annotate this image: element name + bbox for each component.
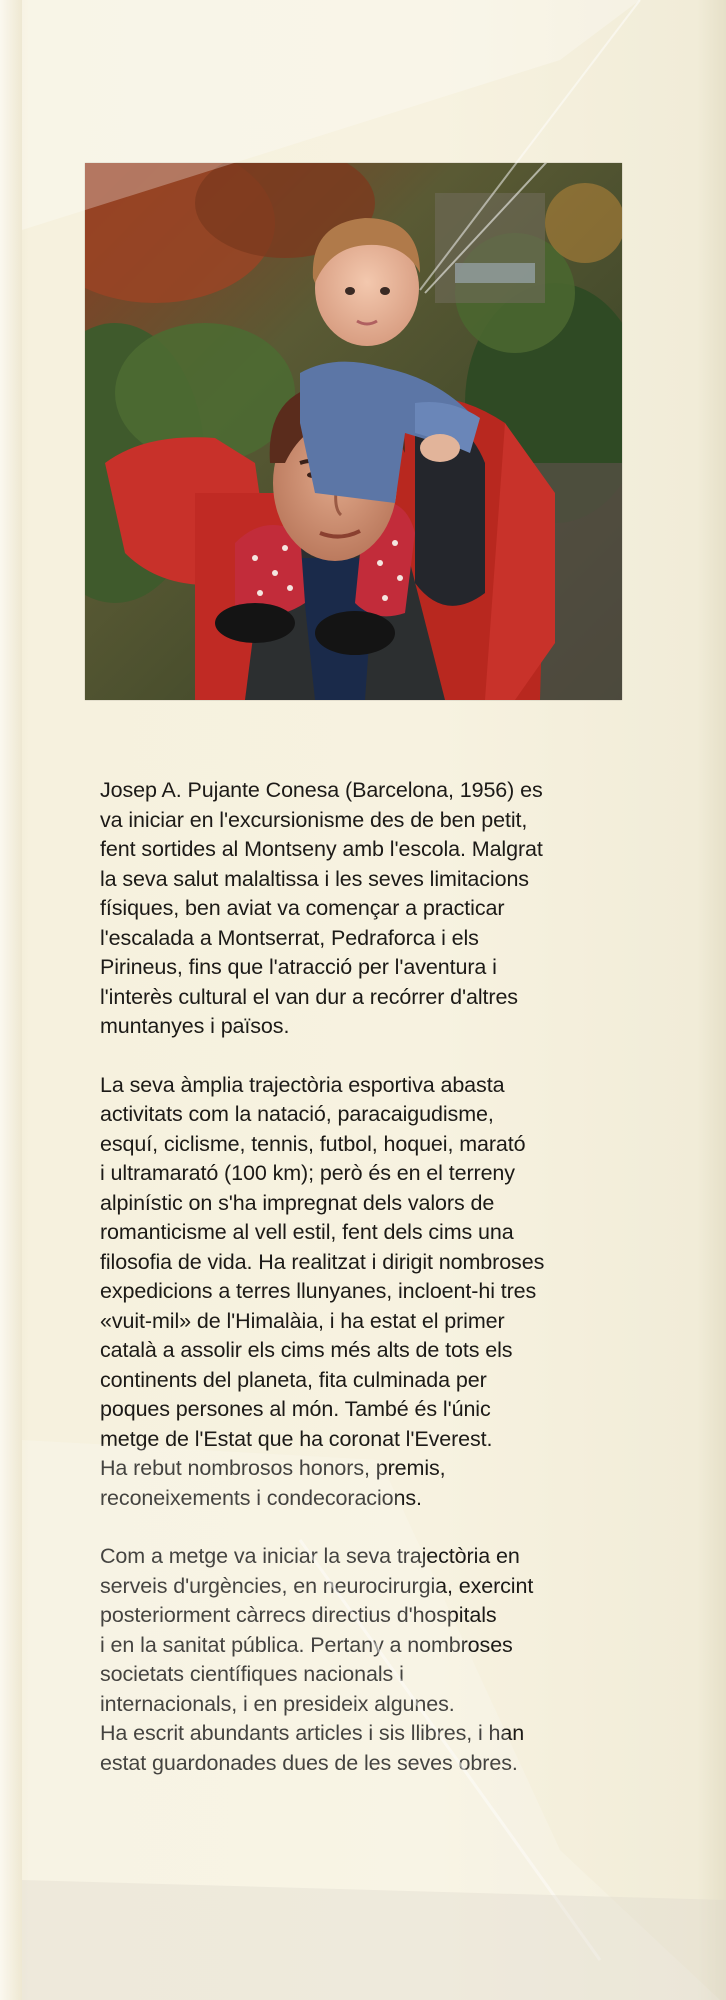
text-line: estat guardonades dues de les seves obres.: [100, 1750, 518, 1775]
text-line: esquí, ciclisme, tennis, futbol, hoquei, marató: [100, 1131, 526, 1156]
bio-paragraph-2: [100, 1071, 620, 1514]
text-line: Ha rebut nombrosos honors, premis,: [100, 1456, 446, 1480]
text-line: societats científiques nacionals i: [100, 1662, 404, 1686]
text-line: català a assolir els cims més alts de tots els: [100, 1338, 513, 1362]
bio-paragraph-1: [100, 776, 620, 1042]
text-line: Pirineus, fins que l'atracció per l'aventura i: [100, 955, 497, 979]
text-line: va iniciar en l'excursionisme des de ben petit,: [100, 807, 528, 832]
text-line: poques persones al món. També és l'únic: [100, 1397, 491, 1421]
photo-man-carrying-child-on-shoulders-icon: [85, 163, 622, 700]
text-line: l'escalada a Montserrat, Pedraforca i els: [100, 925, 479, 950]
text-line: «vuit-mil» de l'Himalàia, i ha estat el primer: [100, 1308, 505, 1333]
text-line: metge de l'Estat que ha coronat l'Everest.: [100, 1426, 493, 1451]
text-line: continents del planeta, fita culminada per: [100, 1367, 487, 1392]
cover-fold-edge: [0, 0, 22, 2000]
text-line: i en la sanitat pública. Pertany a nombroses: [100, 1632, 513, 1657]
text-line: la seva salut malaltissa i les seves limitacions: [100, 866, 529, 891]
text-line: l'interès cultural el van dur a recórrer d'altres: [100, 984, 518, 1009]
text-line: fent sortides al Montseny amb l'escola. Malgrat: [100, 837, 543, 861]
text-line: internacionals, i en presideix algunes.: [100, 1691, 455, 1716]
text-line: La seva àmplia trajectòria esportiva abasta: [100, 1072, 505, 1097]
text-line: alpinístic on s'ha impregnat dels valors de: [100, 1190, 495, 1215]
bio-paragraph-3: [100, 1542, 620, 1778]
text-line: activitats com la natació, paracaigudisme,: [100, 1102, 494, 1126]
text-line: romanticisme al vell estil, fent dels cims una: [100, 1220, 514, 1244]
author-biography: [100, 776, 620, 1807]
text-line: muntanyes i països.: [100, 1014, 290, 1038]
text-line: Com a metge va iniciar la seva trajectòria en: [100, 1544, 520, 1568]
text-line: filosofia de vida. Ha realitzat i dirigit nombroses: [100, 1249, 545, 1274]
text-line: reconeixements i condecoracions.: [100, 1485, 422, 1510]
text-line: expedicions a terres llunyanes, incloent-hi tres: [100, 1279, 537, 1303]
text-line: i ultramarató (100 km); però és en el terreny: [100, 1161, 515, 1185]
text-line: Ha escrit abundants articles i sis llibres, i han: [100, 1721, 525, 1745]
author-photo: [85, 163, 622, 700]
text-line: serveis d'urgències, en neurocirurgia, exercint: [100, 1573, 534, 1598]
text-line: físiques, ben aviat va començar a practicar: [100, 896, 505, 920]
text-line: posteriorment càrrecs directius d'hospitals: [100, 1603, 497, 1627]
text-line: Josep A. Pujante Conesa (Barcelona, 1956) es: [100, 778, 543, 802]
